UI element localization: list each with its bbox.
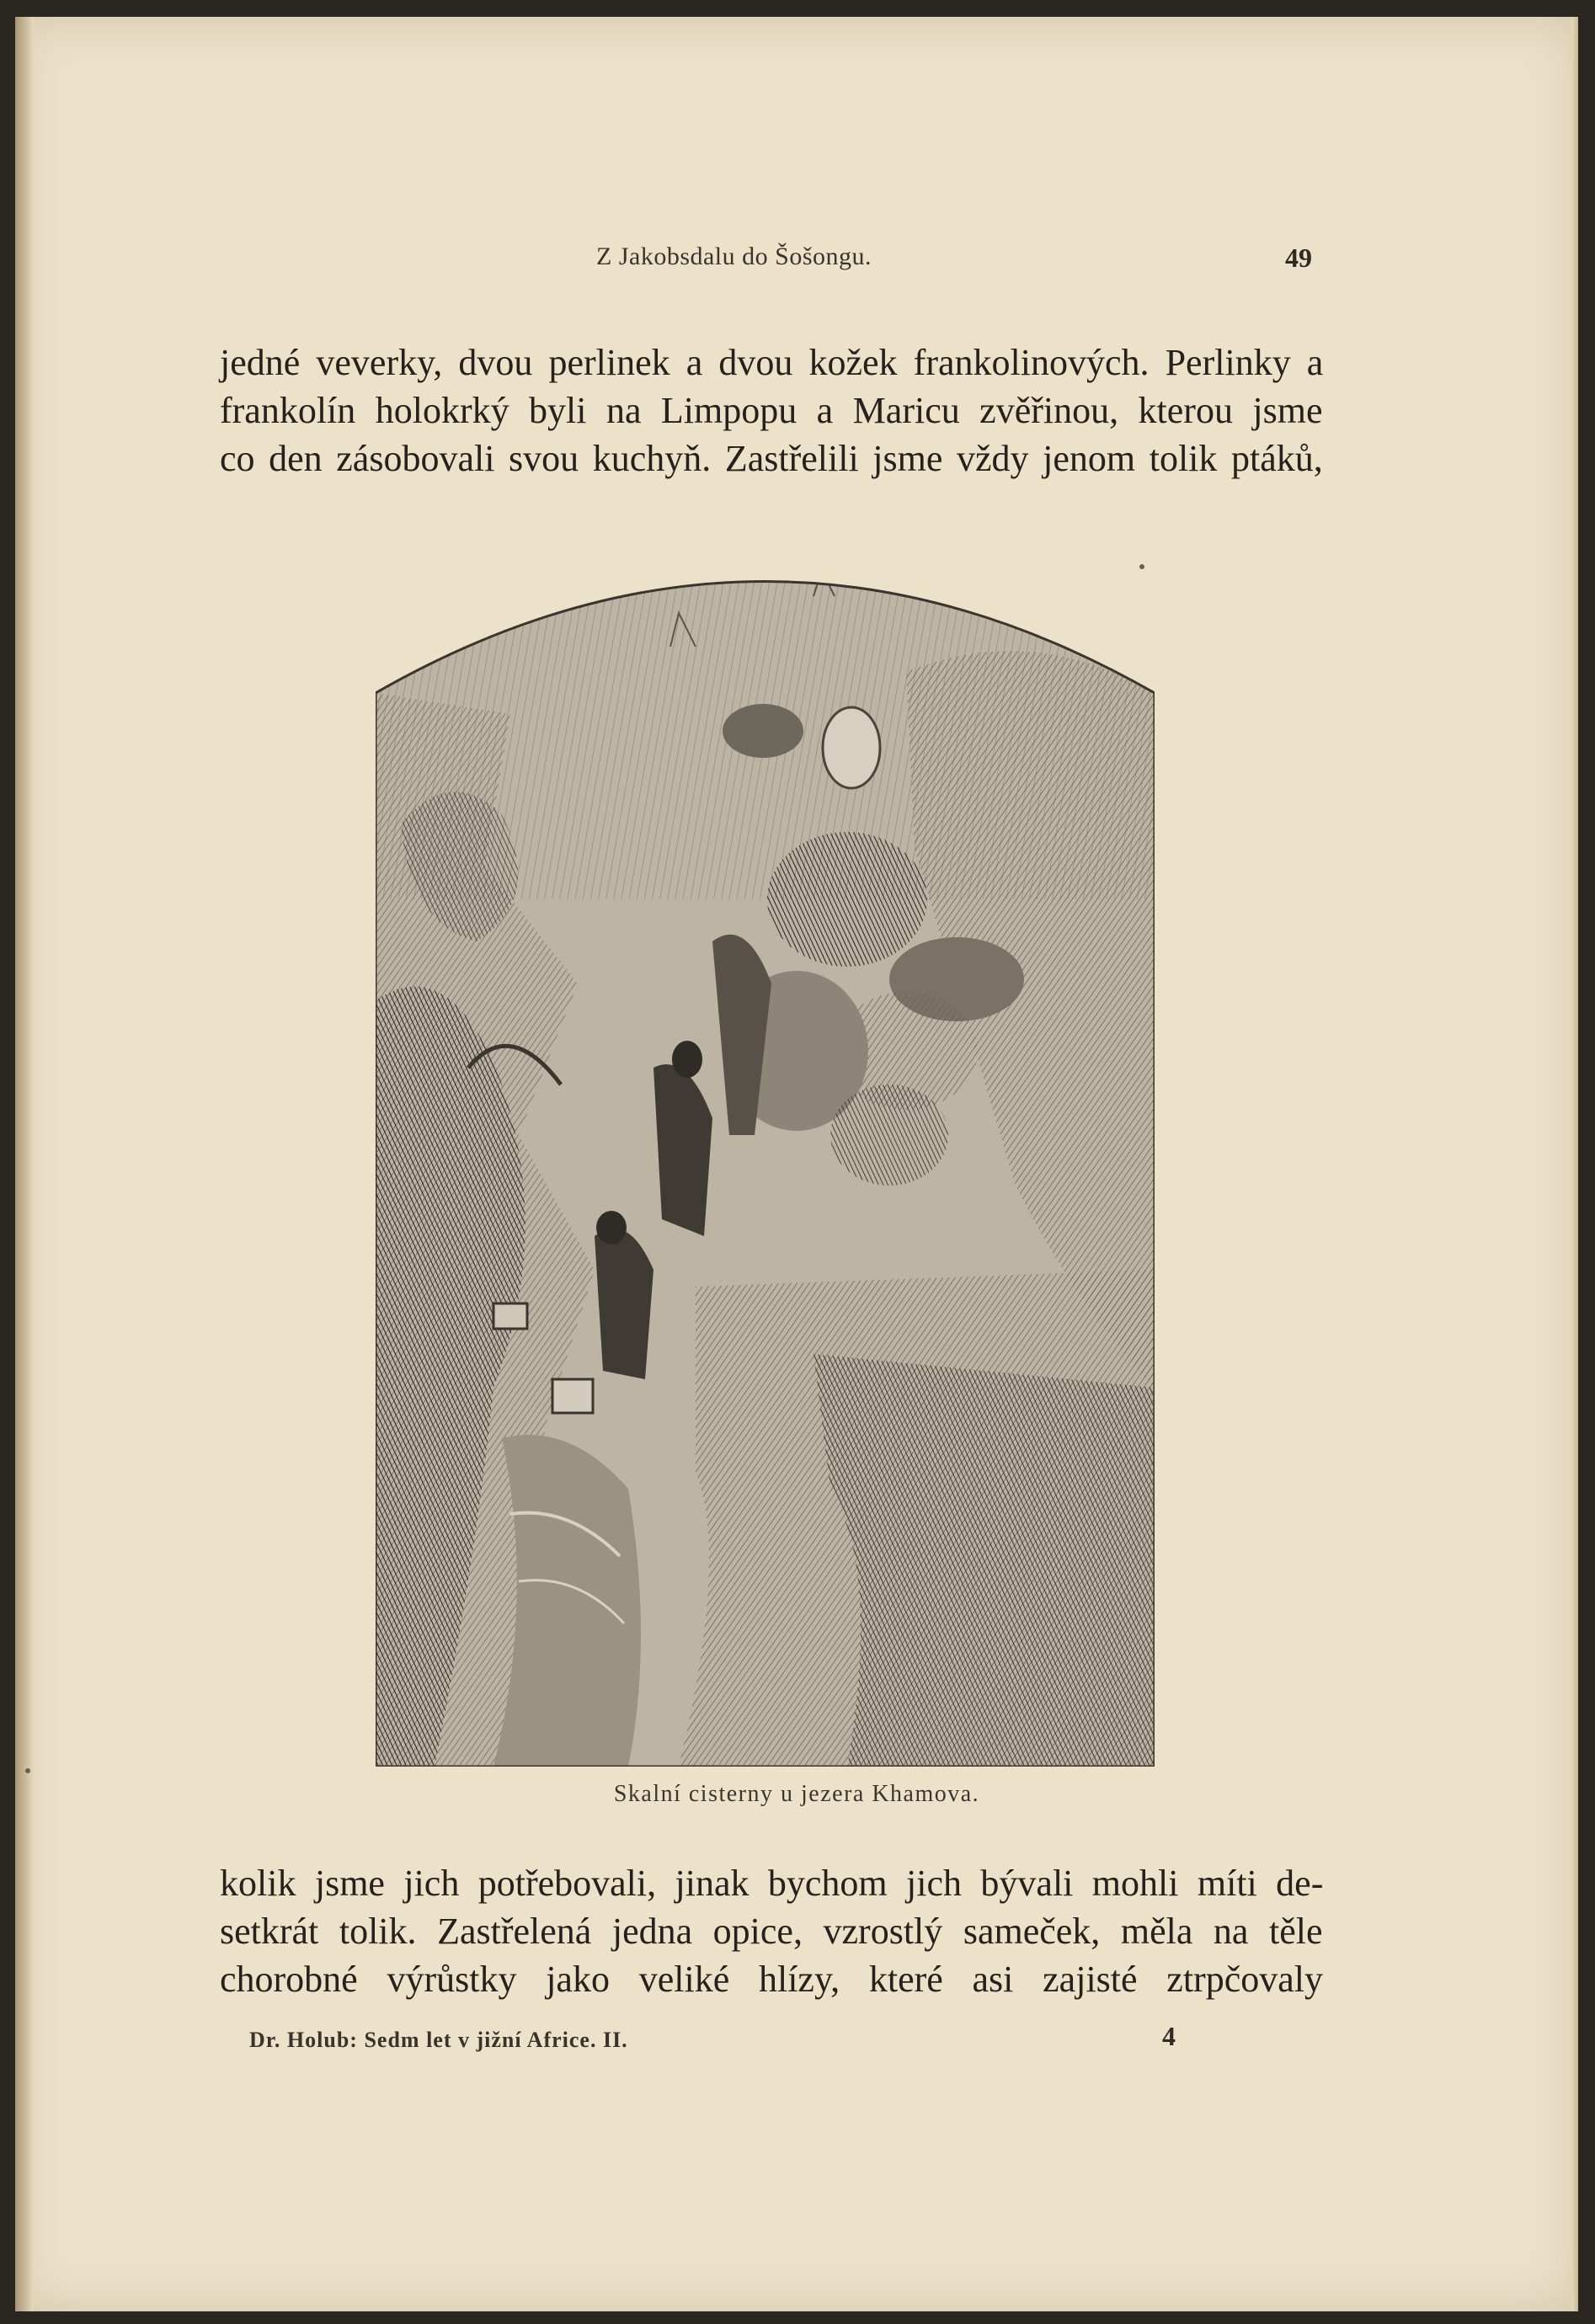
paper-speck <box>1139 564 1144 569</box>
book-page <box>15 17 1578 2311</box>
page-number: 49 <box>1285 243 1312 273</box>
paper-speck <box>25 1768 30 1773</box>
text-line: chorobné výrůstky jako veliké hlízy, které asi zajisté ztrpčovaly <box>220 1959 1323 2000</box>
text-line: kolik jsme jich potřebovali, jinak bychom jich bývali mohli míti de- <box>220 1863 1324 1904</box>
body-text-bottom <box>220 1859 1323 2003</box>
text-line: setkrát tolik. Zastřelená jedna opice, vzrostlý sameček, měla na těle <box>220 1911 1323 1952</box>
text-line: frankolín holokrký byli na Limpopu a Maricu zvěřinou, kterou jsme <box>220 390 1323 431</box>
running-title: Z Jakobsdalu do Šošongu. <box>596 243 872 270</box>
body-text-top <box>220 338 1323 482</box>
page-edge <box>1571 17 1578 2311</box>
book-spine-shadow <box>15 17 34 2311</box>
figure-caption: Skalní cisterny u jezera Khamova. <box>613 1781 980 1807</box>
signature-number: 4 <box>1162 2021 1176 2051</box>
text-line: jedné veverky, dvou perlinek a dvou kožek frankolinových. Perlinky a <box>220 342 1324 383</box>
engraving-illustration <box>376 546 1155 1767</box>
signature-mark: Dr. Holub: Sedm let v jižní Africe. II. <box>249 2028 628 2052</box>
text-line: co den zásobovali svou kuchyň. Zastřelili jsme vždy jenom tolik ptáků, <box>220 438 1323 479</box>
